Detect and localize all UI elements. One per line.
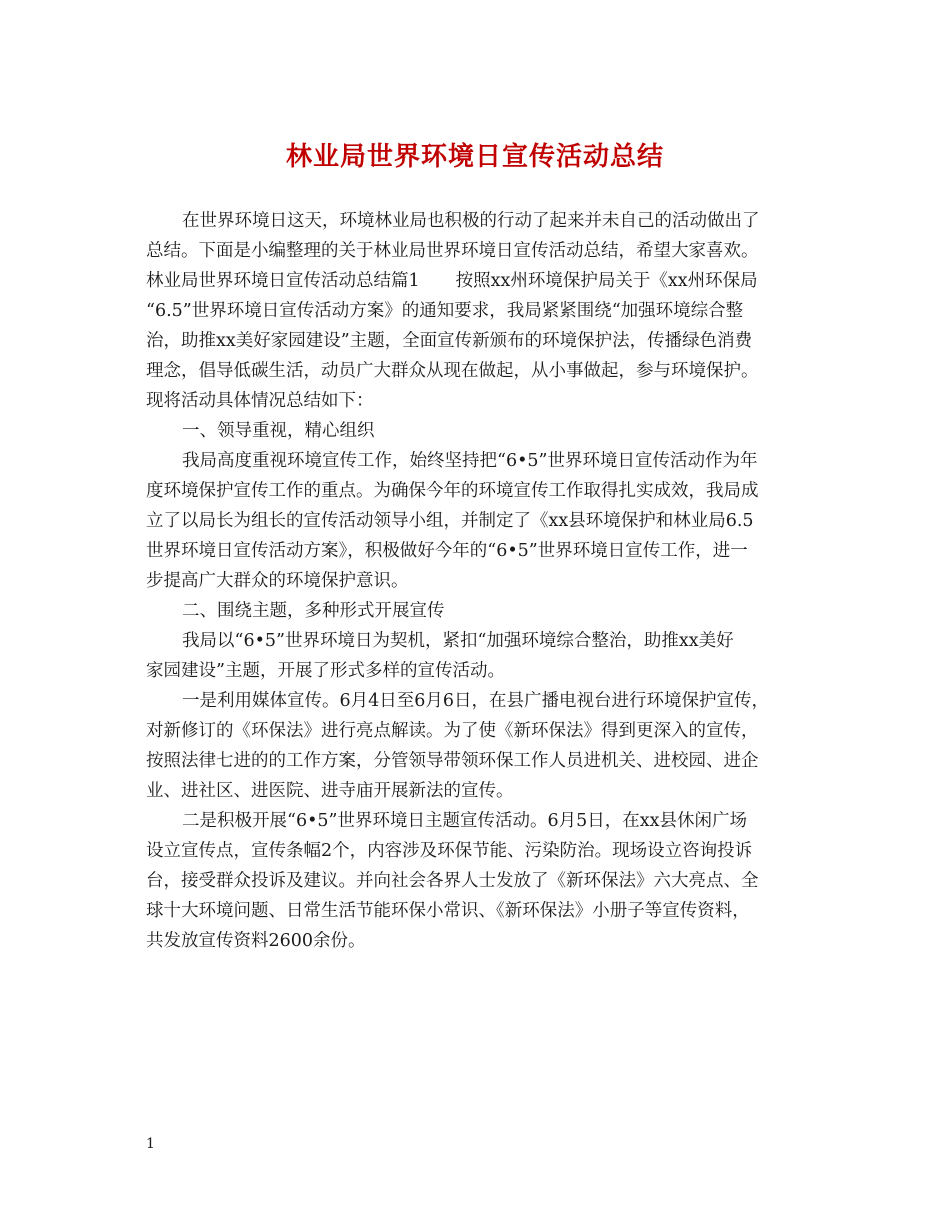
paragraph-line: 在世界环境日这天，环境林业局也积极的行动了起来并未自己的活动做出了 [182, 211, 760, 231]
paragraph-line: 二是积极开展“6•5”世界环境日主题宣传活动。6月5日，在xx县休闲广场 [182, 811, 747, 831]
paragraph-text: 按照xx州环境保护局关于《xx州环保局 [455, 271, 758, 291]
paragraph-line: 业、进社区、进医院、进寺庙开展新法的宣传。 [146, 781, 514, 801]
paragraph-line: 共发放宣传资料2600余份。 [146, 931, 366, 951]
paragraph-line: 理念，倡导低碳生活，动员广大群众从现在做起，从小事做起，参与环境保护。 [146, 361, 759, 381]
paragraph-line: 球十大环境问题、日常生活节能环保小常识、《新环保法》小册子等宣传资料， [146, 901, 750, 921]
paragraph-line: 台，接受群众投诉及建议。并向社会各界人士发放了《新环保法》六大亮点、全 [146, 871, 759, 891]
section-heading: 一、领导重视，精心组织 [182, 421, 375, 441]
paragraph-line: 家园建设”主题，开展了形式多样的宣传活动。 [146, 661, 505, 681]
section-heading: 林业局世界环境日宣传活动总结篇1 [146, 271, 420, 291]
paragraph-line: 对新修订的《环保法》进行亮点解读。为了使《新环保法》得到更深入的宣传， [146, 721, 759, 741]
section-heading: 二、围绕主题，多种形式开展宣传 [182, 601, 445, 621]
paragraph-line: 现将活动具体情况总结如下： [146, 391, 374, 411]
paragraph-line: 总结。下面是小编整理的关于林业局世界环境日宣传活动总结，希望大家喜欢。 [146, 241, 759, 261]
page-number: 1 [146, 1136, 155, 1152]
paragraph-line: 设立宣传点，宣传条幅2个，内容涉及环保节能、污染防治。现场设立咨询投诉 [146, 841, 753, 861]
document-body [146, 206, 810, 956]
paragraph-line: 一是利用媒体宣传。6月4日至6月6日，在县广播电视台进行环境保护宣传， [182, 691, 770, 711]
paragraph-line: 世界环境日宣传活动方案》，积极做好今年的“6•5”世界环境日宣传工作，进一 [146, 541, 748, 561]
paragraph-line: 我局高度重视环境宣传工作，始终坚持把“6•5”世界环境日宣传活动作为年 [182, 451, 758, 471]
paragraph-line: “6.5”世界环境日宣传活动方案》的通知要求，我局紧紧围绕“加强环境综合整 [146, 301, 744, 321]
paragraph-line: 步提高广大群众的环境保护意识。 [146, 571, 409, 591]
paragraph-line: 立了以局长为组长的宣传活动领导小组，并制定了《xx县环境保护和林业局6.5 [146, 511, 754, 531]
paragraph-line [146, 266, 810, 296]
paragraph-line: 按照法律七进的的工作方案，分管领导带领环保工作人员进机关、进校园、进企 [146, 751, 759, 771]
paragraph-line: 我局以“6•5”世界环境日为契机，紧扣“加强环境综合整治，助推xx美好 [182, 631, 734, 651]
document-title: 林业局世界环境日宣传活动总结 [285, 142, 664, 172]
paragraph-line: 度环境保护宣传工作的重点。为确保今年的环境宣传工作取得扎实成效，我局成 [146, 481, 759, 501]
paragraph-line: 治，助推xx美好家园建设”主题，全面宣传新颁布的环境保护法，传播绿色消费 [146, 331, 753, 351]
